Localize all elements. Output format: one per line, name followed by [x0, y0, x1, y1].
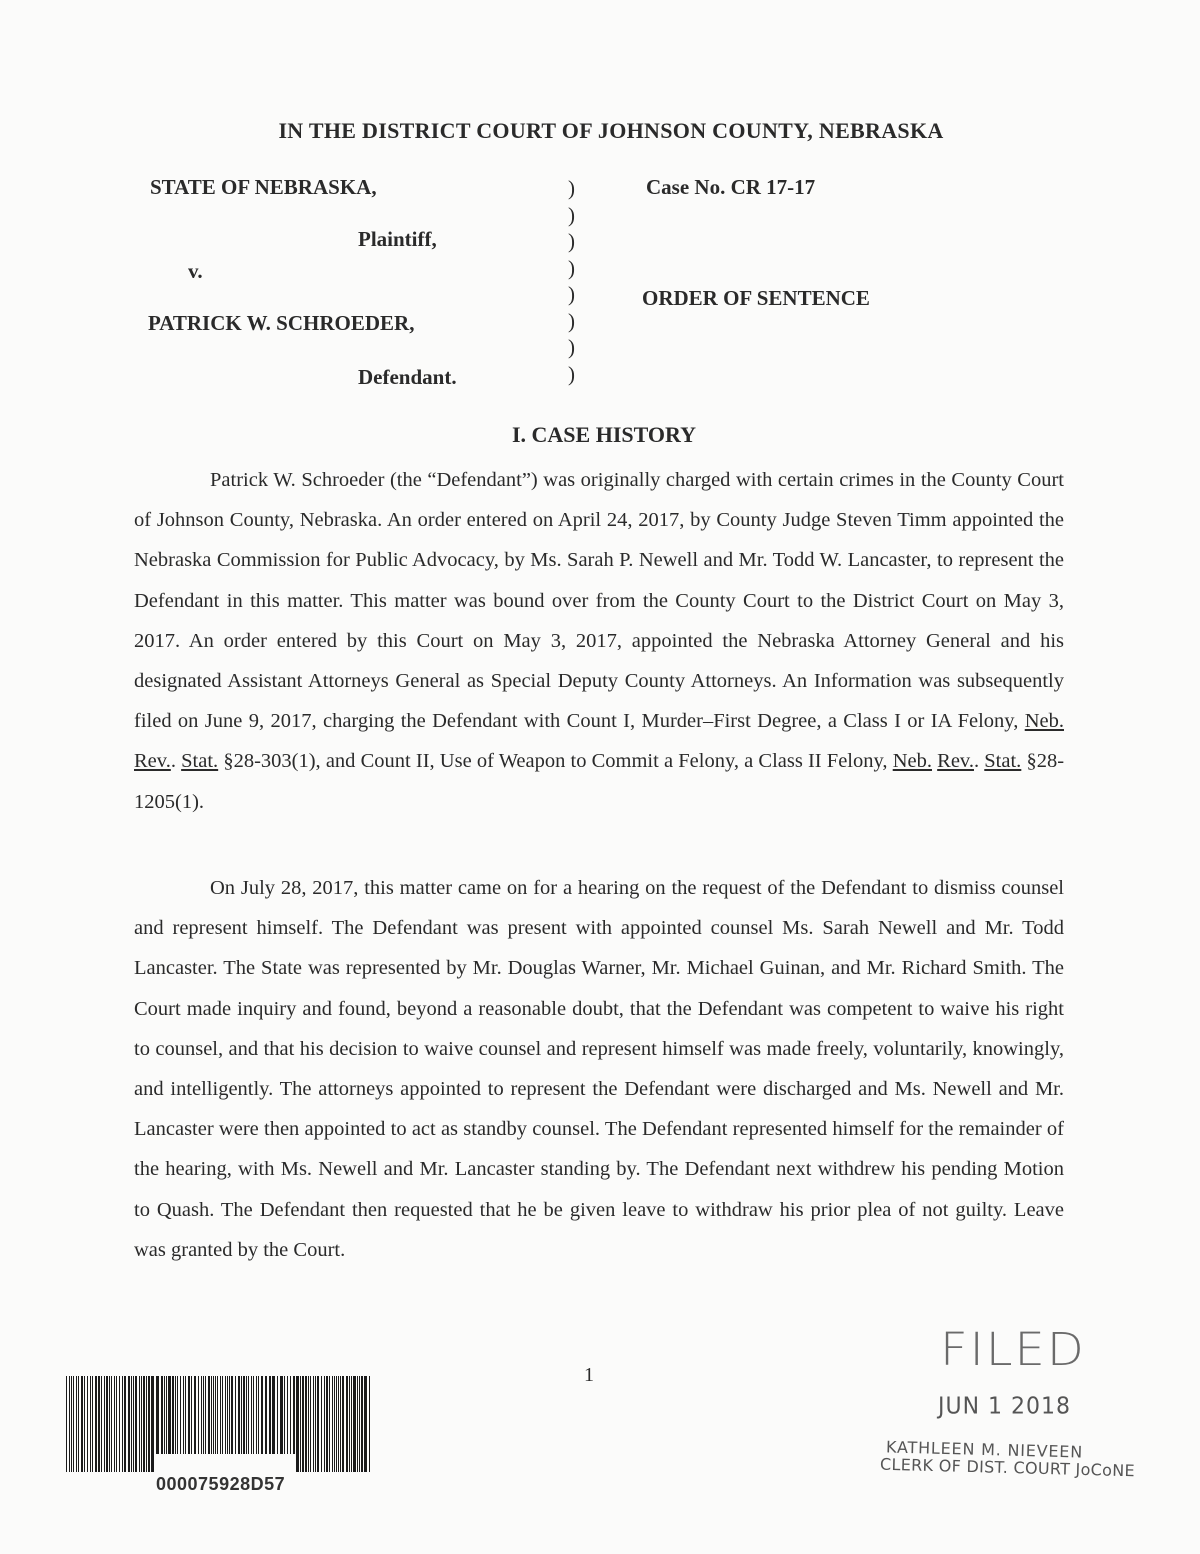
barcode-bar — [243, 1376, 245, 1454]
clerk-title: CLERK OF DIST. COURT JoCoNE — [879, 1454, 1136, 1481]
barcode-bar — [258, 1376, 259, 1454]
barcode-bar — [213, 1376, 214, 1454]
barcode-bar — [161, 1376, 163, 1454]
barcode-bar — [101, 1376, 102, 1472]
barcode-bar — [211, 1376, 212, 1454]
barcode-bar — [287, 1376, 288, 1454]
barcode-bar — [87, 1376, 88, 1472]
citation-stat: Stat. — [984, 750, 1022, 773]
barcode-bar — [180, 1376, 181, 1454]
barcode-bar — [364, 1376, 367, 1472]
barcode-bar — [76, 1376, 77, 1472]
caption-paren: ) — [568, 308, 575, 333]
barcode-bar — [361, 1376, 363, 1472]
barcode-bar — [349, 1376, 350, 1472]
barcode-bar — [302, 1376, 304, 1472]
barcode-bar — [69, 1376, 70, 1472]
citation-neb: Neb. — [892, 750, 932, 773]
filed-date: JUN 1 2018 — [938, 1393, 1072, 1420]
caption-paren: ) — [568, 229, 575, 253]
barcode-bar — [128, 1376, 130, 1472]
barcode-bar — [238, 1376, 240, 1454]
barcode-bar — [205, 1376, 206, 1454]
paragraph-case-history-2: On July 28, 2017, this matter came on for a hearing on the request of the Defendant to dismiss counsel and represent himself. The Defendant was present with appointed counsel Ms. Sarah Newell and Mr. Todd Lancaster. The State was represented by Mr. Douglas Warner, Mr. Michael Guinan, and Mr. Richard Smith. The Court made inquiry and found, beyond a reasonable doubt, that the Defendant was competent to waive his right to counsel, and that his decision to waive counsel and represent himself was made freely, voluntarily, knowingly, and intelligently. The attorneys appointed to represent the Defendant were discharged and Ms. Newell and Mr. Lancaster were then appointed to act as standby counsel. The Defendant represented himself for the remainder of the hearing, with Ms. Newell and Mr. Lancaster standing by. The Defendant next withdrew his pending Motion to Quash. The Defendant then requested that he be given leave to withdraw his prior plea of not guilty. Leave was granted by the Court. — [134, 877, 1064, 1261]
barcode-bar — [215, 1376, 216, 1454]
court-title: IN THE DISTRICT COURT OF JOHNSON COUNTY, NEBRASKA — [278, 118, 944, 143]
barcode-bar — [248, 1376, 249, 1454]
barcode-bar — [156, 1376, 159, 1454]
citation-stat: Stat. — [181, 750, 219, 773]
barcode-bar — [253, 1376, 254, 1454]
barcode-bar — [308, 1376, 309, 1472]
barcode-bar — [198, 1376, 199, 1454]
barcode-bar — [78, 1376, 79, 1472]
paragraph-text: §28-303(1), and Count II, Use of Weapon to Commit a Felony, a Class II Felony, — [218, 750, 893, 773]
barcode-bar — [300, 1376, 301, 1472]
barcode-bar — [168, 1376, 171, 1454]
barcode-bar — [359, 1376, 360, 1472]
barcode-bar — [191, 1376, 192, 1454]
barcode-bar — [166, 1376, 167, 1454]
defendant-label: Defendant. — [358, 365, 457, 389]
barcode-bar — [71, 1376, 72, 1472]
caption-paren: ) — [568, 176, 575, 200]
citation-rev: Rev. — [937, 750, 974, 773]
barcode-bar — [183, 1376, 184, 1454]
barcode-bar — [146, 1376, 147, 1472]
barcode-bar — [124, 1376, 126, 1472]
barcode-bar — [90, 1376, 91, 1472]
barcode-bar — [92, 1376, 93, 1472]
barcode-bar — [272, 1376, 275, 1454]
barcode-bar — [143, 1376, 145, 1472]
barcode-bar — [321, 1376, 322, 1472]
barcode-bar — [351, 1376, 352, 1472]
barcode-bar — [148, 1376, 150, 1472]
barcode-bar — [225, 1376, 226, 1454]
barcode-bar — [177, 1376, 178, 1454]
barcode-bar — [133, 1376, 134, 1472]
barcode-bar — [342, 1376, 344, 1472]
barcode-bar — [188, 1376, 190, 1454]
barcode-bar — [95, 1376, 97, 1472]
barcode-bar — [315, 1376, 316, 1472]
plaintiff-name: STATE OF NEBRASKA, — [150, 175, 377, 199]
barcode-bar — [151, 1376, 154, 1472]
barcode-bar — [141, 1376, 142, 1472]
case-caption — [0, 175, 1200, 395]
barcode-bar — [310, 1376, 311, 1472]
barcode-bar — [175, 1376, 176, 1454]
barcode-bar — [305, 1376, 307, 1472]
barcode-bar — [290, 1376, 291, 1454]
barcode-bar — [109, 1376, 110, 1472]
barcode-bar — [135, 1376, 137, 1472]
barcode-bar — [338, 1376, 339, 1472]
caption-paren: ) — [568, 255, 575, 280]
caption-paren: ) — [568, 202, 575, 227]
barcode-bar — [340, 1376, 341, 1472]
barcode-bar — [246, 1376, 247, 1454]
barcode-bar — [296, 1376, 299, 1472]
barcode-bar — [114, 1376, 115, 1472]
barcode-bar — [73, 1376, 74, 1472]
barcode-bar — [329, 1376, 330, 1472]
caption-parentheses — [568, 175, 575, 387]
barcode-bar — [217, 1376, 218, 1454]
barcode-bar — [357, 1376, 358, 1472]
barcode-bar — [336, 1376, 337, 1472]
barcode-bar — [66, 1376, 67, 1472]
barcode-bar — [222, 1376, 223, 1454]
barcode-bar — [241, 1376, 242, 1454]
barcode-bar — [334, 1376, 335, 1472]
barcode-bar — [98, 1376, 100, 1472]
paragraph-case-history-1: Patrick W. Schroeder (the “Defendant”) was originally charged with certain crimes in the County Court of Johnson County, Nebraska. An order entered on April 24, 2017, by County Judge Steven Timm appointed the Nebraska Commission for Public Advocacy, by Ms. Sarah P. Newell and Mr. Todd W. Lancaster, to represent the Defendant in this matter. This matter was bound over from the County Court to the District Court on May 3, 2017. An order entered by this Court on May 3, 2017, appointed the Nebraska Attorney General and his designated Assistant Attorneys General as Special Deputy County Attorneys. An Information was subsequently filed on June 9, 2017, charging the Defendant with Count I, Murder–First Degree, a Class I or IA Felony, Neb. Rev.. Stat. §28-303(1), and Count II, Use of Weapon to Commit a Felony, a Class II Felony, Neb. Rev.. Stat. §28-1205(1). — [134, 469, 1065, 813]
caption-paren: ) — [568, 282, 575, 306]
barcode-bars — [64, 1376, 376, 1472]
barcode-bar — [84, 1376, 85, 1472]
barcode-bar — [164, 1376, 165, 1454]
barcode-bar — [231, 1376, 233, 1454]
barcode-bar — [346, 1376, 348, 1472]
barcode-bar — [111, 1376, 112, 1472]
barcode-bar — [313, 1376, 314, 1472]
barcode-bar — [106, 1376, 108, 1472]
barcode-bar — [324, 1376, 325, 1472]
barcode-bar — [353, 1376, 356, 1472]
barcode-bar — [277, 1376, 278, 1454]
barcode-bar — [104, 1376, 105, 1472]
barcode-bar — [119, 1376, 120, 1472]
barcode-number: 000075928D57 — [156, 1474, 286, 1494]
clerk-name: KATHLEEN M. NIEVEEN — [885, 1437, 1084, 1462]
barcode-bar — [131, 1376, 132, 1472]
caption-paren: ) — [568, 335, 575, 359]
barcode-bar — [280, 1376, 283, 1454]
caption-paren: ) — [568, 361, 575, 386]
barcode-bar — [293, 1376, 295, 1454]
barcode-bar — [208, 1376, 210, 1454]
barcode-bar — [256, 1376, 257, 1454]
barcode-bar — [81, 1376, 83, 1472]
barcode-bar — [116, 1376, 117, 1472]
barcode-bar — [326, 1376, 328, 1472]
plaintiff-label: Plaintiff, — [358, 227, 437, 251]
barcode-bar — [229, 1376, 230, 1454]
barcode-bar — [122, 1376, 123, 1472]
barcode-bar — [284, 1376, 285, 1454]
barcode — [64, 1376, 376, 1500]
citation-rev: Rev. — [134, 750, 171, 773]
barcode-bar — [139, 1376, 140, 1472]
barcode-bar — [269, 1376, 271, 1454]
barcode-bar — [172, 1376, 174, 1454]
paragraph-text: §28-1205(1). — [134, 750, 1065, 813]
barcode-bar — [369, 1376, 370, 1472]
barcode-bar — [227, 1376, 228, 1454]
barcode-bar — [203, 1376, 204, 1454]
barcode-bar — [194, 1376, 196, 1454]
barcode-bar — [261, 1376, 263, 1454]
barcode-bar — [185, 1376, 186, 1454]
barcode-bar — [235, 1376, 236, 1454]
barcode-bar — [332, 1376, 333, 1472]
barcode-bar — [265, 1376, 267, 1454]
page-number: 1 — [584, 1364, 594, 1386]
citation-neb: Neb. — [1024, 710, 1064, 733]
section-heading: I. CASE HISTORY — [511, 422, 697, 447]
case-number: Case No. CR 17-17 — [646, 175, 816, 199]
barcode-bar — [220, 1376, 221, 1454]
barcode-bar — [317, 1376, 319, 1472]
filed-stamp: FILED — [940, 1323, 1086, 1377]
barcode-bar — [201, 1376, 202, 1454]
paragraph-text: Patrick W. Schroeder (the “Defendant”) was originally charged with certain crimes in the County Court of Johnson County, Nebraska. An order entered on April 24, 2017, by County Judge Steven Timm appointed the Nebraska Commission for Public Advocacy, by Ms. Sarah P. Newell and Mr. Todd W. Lancaster, to represent the Defendant in this matter. This matter was bound over from the County Court to the District Court on May 3, 2017. An order entered by this Court on May 3, 2017, appointed the Nebraska Attorney General and his designated Assistant Attorneys General as Special Deputy County Attorneys. An Information was subsequently filed on June 9, 2017, charging the Defendant with Count I, Murder–First Degree, a Class I or IA Felony, — [134, 469, 1064, 733]
document-title: ORDER OF SENTENCE — [642, 286, 870, 310]
versus: v. — [188, 259, 203, 283]
barcode-bar — [251, 1376, 252, 1454]
defendant-name: PATRICK W. SCHROEDER, — [148, 311, 415, 335]
